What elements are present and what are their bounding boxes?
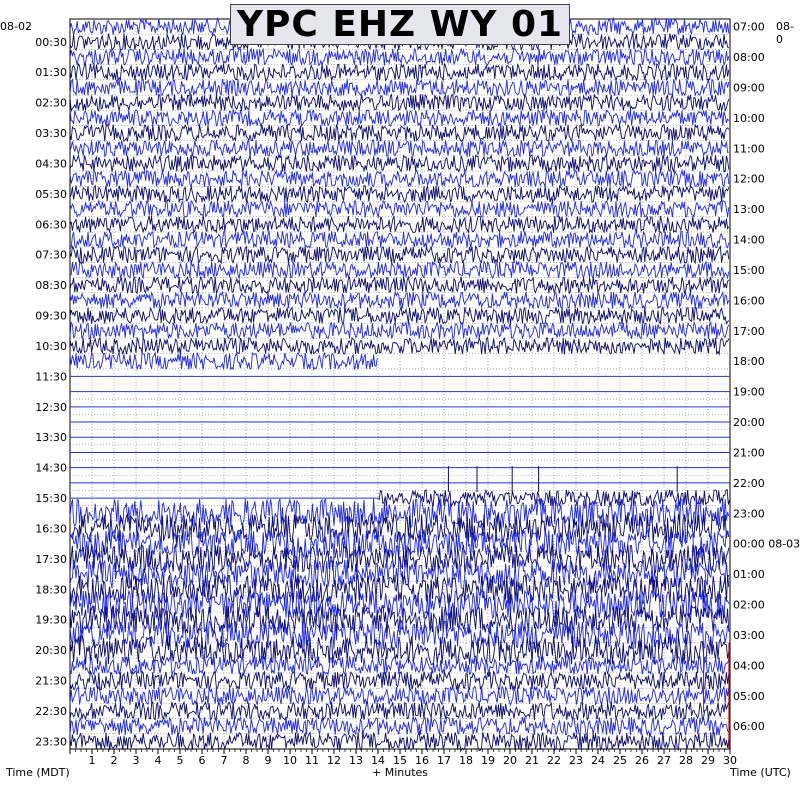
- x-tick-label: 27: [657, 754, 671, 767]
- right-time-label: 04:00: [733, 659, 765, 673]
- left-time-label: 08:30: [35, 279, 67, 293]
- right-time-label: 03:00: [733, 628, 765, 642]
- right-time-label: 01:00: [733, 568, 765, 582]
- right-time-label: 22:00: [733, 476, 765, 490]
- left-time-label: 09:30: [35, 309, 67, 323]
- x-tick-label: 20: [503, 754, 517, 767]
- start-date-label: 08-02: [0, 20, 32, 33]
- right-time-label: 14:00: [733, 233, 765, 247]
- x-tick-label: 25: [613, 754, 627, 767]
- x-tick-label: 23: [569, 754, 583, 767]
- x-tick-label: 30: [723, 754, 737, 767]
- x-tick-label: 6: [198, 754, 206, 767]
- right-time-label: 10:00: [733, 111, 765, 125]
- right-time-label: 19:00: [733, 385, 765, 399]
- x-axis-title: + Minutes: [372, 766, 429, 779]
- left-time-label: 00:30: [35, 35, 67, 49]
- right-time-label: 06:00: [733, 720, 765, 734]
- x-tick-label: 16: [415, 754, 429, 767]
- right-axis-title: Time (UTC): [730, 766, 791, 779]
- x-tick-label: 5: [176, 754, 184, 767]
- left-time-label: 04:30: [35, 157, 67, 171]
- x-tick-label: 28: [679, 754, 693, 767]
- right-time-label: 16:00: [733, 294, 765, 308]
- x-tick-label: 17: [437, 754, 451, 767]
- right-time-label: 00:00 08-03: [733, 537, 800, 551]
- left-time-label: 01:30: [35, 66, 67, 80]
- x-tick-label: 8: [242, 754, 250, 767]
- next-date-label: 08-0: [776, 20, 794, 46]
- x-tick-label: 3: [132, 754, 140, 767]
- left-time-label: 20:30: [35, 644, 67, 658]
- x-tick-label: 4: [154, 754, 162, 767]
- left-time-label: 11:30: [35, 370, 67, 384]
- x-tick-label: 21: [525, 754, 539, 767]
- x-tick-label: 29: [701, 754, 715, 767]
- right-time-label: 21:00: [733, 446, 765, 460]
- x-tick-label: 12: [327, 754, 341, 767]
- right-time-label: 02:00: [733, 598, 765, 612]
- left-time-label: 21:30: [35, 674, 67, 688]
- x-tick-label: 13: [349, 754, 363, 767]
- left-time-label: 18:30: [35, 583, 67, 597]
- right-time-label: 08:00: [733, 51, 765, 65]
- left-time-label: 14:30: [35, 461, 67, 475]
- right-time-label: 11:00: [733, 142, 765, 156]
- left-time-label: 03:30: [35, 127, 67, 141]
- right-time-label: 17:00: [733, 324, 765, 338]
- x-tick-label: 22: [547, 754, 561, 767]
- left-axis-title: Time (MDT): [6, 766, 70, 779]
- right-time-label: 09:00: [733, 81, 765, 95]
- left-time-label: 10:30: [35, 339, 67, 353]
- right-time-label: 05:00: [733, 689, 765, 703]
- x-tick-label: 26: [635, 754, 649, 767]
- left-time-label: 07:30: [35, 248, 67, 262]
- x-tick-label: 11: [305, 754, 319, 767]
- left-time-label: 15:30: [35, 492, 67, 506]
- left-time-label: 19:30: [35, 613, 67, 627]
- x-tick-label: 7: [220, 754, 228, 767]
- left-time-label: 06:30: [35, 218, 67, 232]
- chart-title: YPC EHZ WY 01: [230, 4, 570, 45]
- left-time-label: 17:30: [35, 552, 67, 566]
- x-tick-label: 24: [591, 754, 605, 767]
- x-tick-label: 19: [481, 754, 495, 767]
- x-tick-label: 9: [264, 754, 272, 767]
- left-time-label: 02:30: [35, 96, 67, 110]
- left-time-label: 12:30: [35, 400, 67, 414]
- left-time-label: 23:30: [35, 735, 67, 749]
- left-time-label: 05:30: [35, 187, 67, 201]
- right-time-label: 13:00: [733, 203, 765, 217]
- x-tick-label: 15: [393, 754, 407, 767]
- x-tick-label: 10: [283, 754, 297, 767]
- right-time-label: 15:00: [733, 263, 765, 277]
- left-time-label: 13:30: [35, 431, 67, 445]
- x-tick-label: 18: [459, 754, 473, 767]
- right-time-label: 07:00: [733, 20, 765, 34]
- right-time-label: 20:00: [733, 416, 765, 430]
- x-tick-label: 14: [371, 754, 385, 767]
- left-time-label: 22:30: [35, 704, 67, 718]
- x-tick-label: 1: [88, 754, 96, 767]
- right-time-label: 23:00: [733, 507, 765, 521]
- x-tick-label: 2: [110, 754, 118, 767]
- right-time-label: 12:00: [733, 172, 765, 186]
- left-time-label: 16:30: [35, 522, 67, 536]
- right-time-label: 18:00: [733, 355, 765, 369]
